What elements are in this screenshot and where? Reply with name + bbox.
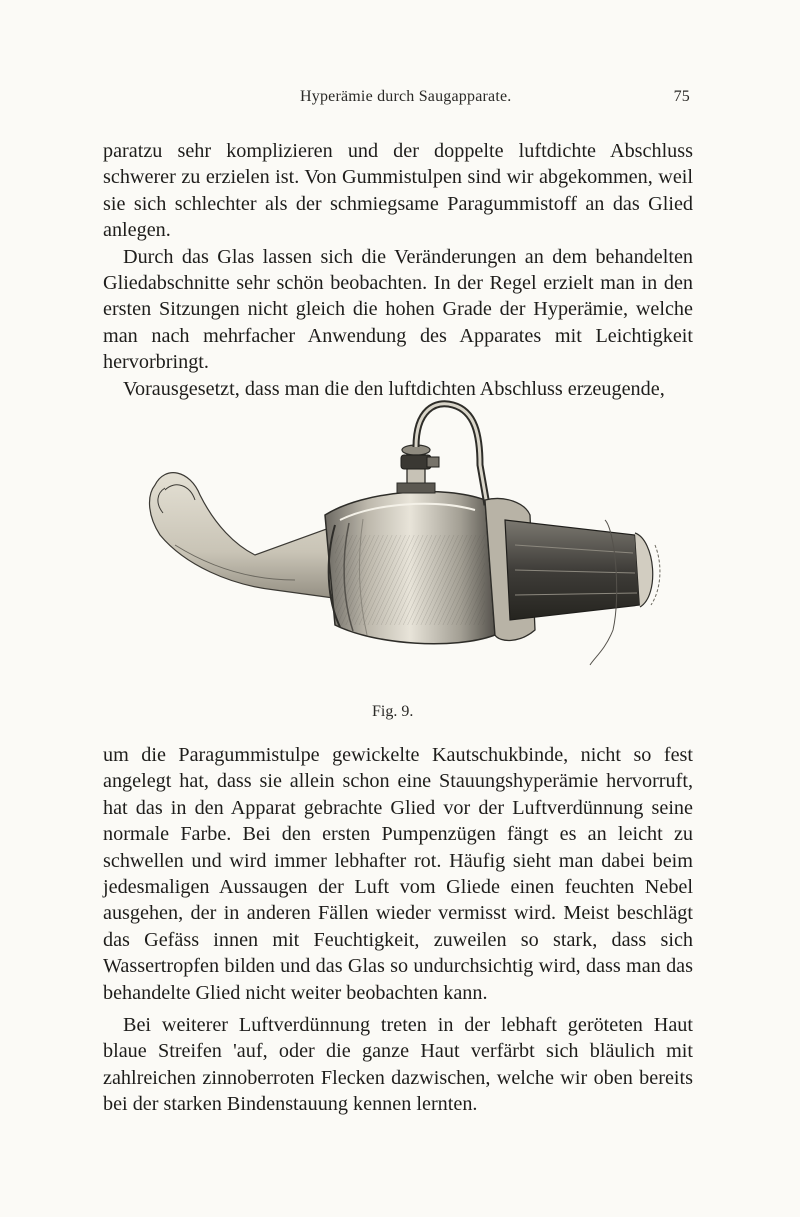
paragraph: Vorausgesetzt, dass man die den luftdichten Abschluss erzeugende, [123, 377, 665, 400]
text-block-top [103, 138, 693, 402]
figure-illustration [135, 395, 665, 685]
running-head [300, 88, 690, 106]
figure-caption: Fig. 9. [372, 703, 414, 720]
paragraph: Bei weiterer Luftverdünnung treten in der lebhaft geröteten Haut blaue Streifen 'auf, oder die ganze Haut verfärbt sich bläulich mit zahlreichen zinnoberroten Flecken dazwischen, welche wir oben bereits bei der starken Bindenstauung kennen lernten. [103, 1014, 693, 1116]
running-head-title: Hyperämie durch Saugapparate. [300, 88, 512, 105]
page-number: 75 [673, 88, 690, 105]
paragraph: paratzu sehr komplizieren und der doppelte luftdichte Abschluss schwerer zu erzielen ist. Von Gummistulpen sind wir abgekommen, weil sie sich schlechter als der schmiegsame Paragummistoff an das Glied anlegen. [103, 140, 693, 242]
paragraph: um die Paragummistulpe gewickelte Kautschukbinde, nicht so fest angelegt hat, dass sie allein schon eine Stauungshyperämie hervorruft, hat das in den Apparat gebrachte Glied vor der Luftverdünnung seine normale Farbe. Bei den ersten Pumpenzügen fängt es an leicht zu schwellen und wird immer lebhafter rot. Häufig sieht man dabei beim jedesmaligen Aussaugen der Luft vom Gliede einen feuchten Nebel ausgehen, der in anderen Fällen wieder vermisst wird. Meist beschlägt das Gefäss innen mit Feuchtigkeit, zuweilen so stark, dass sich Wassertropfen bilden und das Glas so undurchsichtig wird, dass man das behandelte Glied nicht weiter beobachten kann. [103, 744, 693, 1004]
leg-suction-apparatus-engraving [135, 395, 665, 685]
paragraph: Durch das Glas lassen sich die Veränderungen an dem behandelten Gliedabschnitte sehr schön beobachten. In der Regel erzielt man in den ersten Sitzungen nicht gleich die hohen Grade der Hyperämie, welche man nach mehrfacher Anwendung des Apparates mit Leichtigkeit hervorbringt. [103, 245, 693, 374]
text-block-bottom [103, 742, 693, 1118]
